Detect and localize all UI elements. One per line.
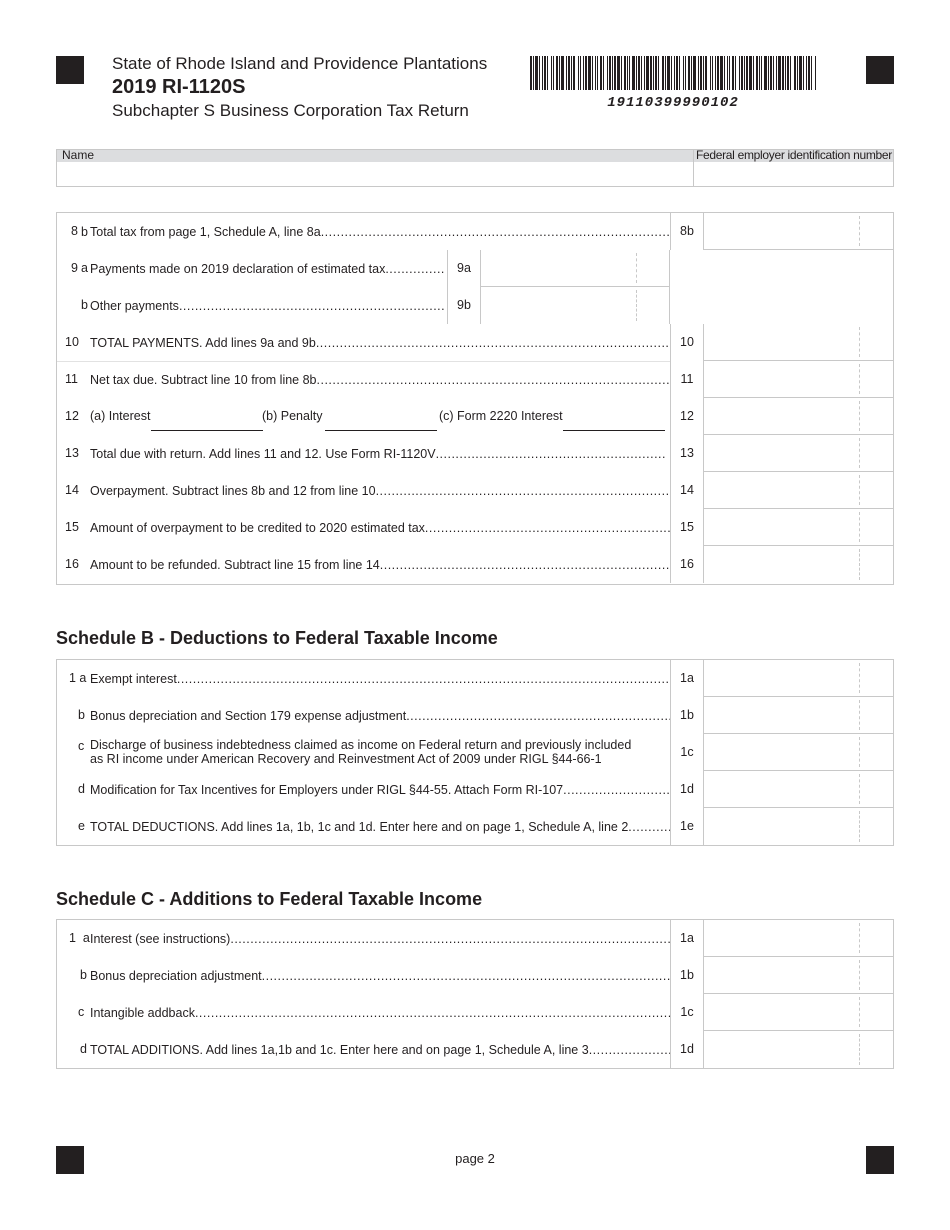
amount-field-13[interactable] (704, 435, 893, 472)
amount-field-9a[interactable] (481, 250, 670, 287)
amount-field-8b[interactable] (704, 213, 893, 250)
schedule-a-continuation (56, 212, 894, 585)
schedule-b-line-1a: 1 a Exempt interest ..... 1a (57, 660, 893, 697)
name-label: Name (62, 148, 95, 162)
barcode-number: 19110399990102 (607, 95, 739, 111)
amount-field-12[interactable] (704, 398, 893, 435)
amount-field-c1c[interactable] (704, 994, 893, 1031)
amount-field-15[interactable] (704, 509, 893, 546)
line-12a-label: (a) Interest (90, 409, 151, 423)
page-number: page 2 (455, 1151, 495, 1166)
line-label: 9b (447, 287, 481, 324)
amount-field-c1b[interactable] (704, 957, 893, 994)
schedule-c-line-1d: d TOTAL ADDITIONS. Add lines 1a,1b and 1c. Enter here and on page 1, Schedule A, line 3 ..... 1d (57, 1031, 893, 1068)
line-text: Amount of overpayment to be credited to 2020 estimated tax (90, 520, 425, 535)
amount-field-16[interactable] (704, 546, 893, 583)
schedule-c-table (56, 919, 894, 1069)
line-10: 10 TOTAL PAYMENTS. Add lines 9a and 9b ..... 10 (57, 324, 893, 361)
amount-field-10[interactable] (704, 324, 893, 361)
schedule-c-line-1c: c Intangible addback ..... 1c (57, 994, 893, 1031)
amount-field-b1c[interactable] (704, 734, 893, 771)
line-14: 14 Overpayment. Subtract lines 8b and 12 from line 10 ..... 14 (57, 472, 893, 509)
schedule-c-line-1a: 1 a Interest (see instructions) ..... 1a (57, 920, 893, 957)
line-9a: 9 a Payments made on 2019 declaration of estimated tax ..... 9a (57, 250, 893, 287)
line-13: 13 Total due with return. Add lines 11 and 12. Use Form RI-1120V ..... 13 (57, 435, 893, 472)
barcode (530, 56, 816, 90)
line-12b-field[interactable] (325, 430, 437, 431)
amount-field-b1d[interactable] (704, 771, 893, 808)
state-name: State of Rhode Island and Providence Plantations (112, 54, 488, 73)
line-9b: b Other payments ..... 9b (57, 287, 893, 324)
line-label: 13 (670, 435, 704, 472)
schedule-b-title: Schedule B - Deductions to Federal Taxable Income (56, 628, 498, 648)
amount-field-b1e[interactable] (704, 808, 893, 845)
line-label: 14 (670, 472, 704, 509)
amount-field-c1d[interactable] (704, 1031, 893, 1068)
amount-field-14[interactable] (704, 472, 893, 509)
line-11: 11 Net tax due. Subtract line 10 from line 8b ..... 11 (57, 361, 893, 398)
fein-label: Federal employer identification number (695, 148, 892, 162)
schedule-b-table (56, 659, 894, 846)
line-16: 16 Amount to be refunded. Subtract line 15 from line 14 ..... 16 (57, 546, 893, 583)
line-label: 12 (670, 398, 704, 435)
line-text: Overpayment. Subtract lines 8b and 12 from line 10 (90, 483, 376, 498)
schedule-c-title: Schedule C - Additions to Federal Taxable Income (56, 889, 483, 909)
line-text: Total due with return. Add lines 11 and 12. Use Form RI-1120V (90, 446, 436, 461)
line-label: 11 (670, 361, 704, 398)
registration-mark-top-left (56, 56, 84, 84)
line-text: Other payments (90, 298, 179, 313)
line-label: 15 (670, 509, 704, 546)
name-field[interactable] (57, 162, 693, 186)
registration-mark-top-right (866, 56, 894, 84)
line-8b: 8 b Total tax from page 1, Schedule A, line 8a ..... 8b (57, 213, 893, 250)
line-label: 16 (670, 546, 704, 583)
line-text: TOTAL PAYMENTS. Add lines 9a and 9b (90, 335, 316, 350)
schedule-b-line-1b: b Bonus depreciation and Section 179 expense adjustment ..... 1b (57, 697, 893, 734)
schedule-b-line-1c: c Discharge of business indebtedness claimed as income on Federal return and previously included as RI income under American Recovery and Reinvestment Act of 2009 under RIGL §44-66-1 1c (57, 734, 893, 771)
line-label: 10 (670, 324, 704, 361)
amount-field-b1b[interactable] (704, 697, 893, 734)
name-box (56, 149, 894, 187)
schedule-b-line-1e: e TOTAL DEDUCTIONS. Add lines 1a, 1b, 1c and 1d. Enter here and on page 1, Schedule A, line 2 ..... 1e (57, 808, 893, 845)
amount-field-11[interactable] (704, 361, 893, 398)
line-12b-label: (b) Penalty (262, 409, 323, 423)
fein-field[interactable] (694, 162, 894, 186)
line-15: 15 Amount of overpayment to be credited to 2020 estimated tax ..... 15 (57, 509, 893, 546)
line-12: 12 (a) Interest (b) Penalty (c) Form 2220 Interest 12 (57, 398, 893, 435)
amount-field-9b[interactable] (481, 287, 670, 324)
line-12a-field[interactable] (151, 430, 263, 431)
line-text: Total tax from page 1, Schedule A, line 8a (90, 224, 321, 239)
line-label: 9a (447, 250, 481, 287)
line-text: Payments made on 2019 declaration of estimated tax (90, 261, 386, 276)
schedule-c-line-1b: b Bonus depreciation adjustment ..... 1b (57, 957, 893, 994)
line-text: Net tax due. Subtract line 10 from line 8b (90, 372, 317, 387)
line-label: 8b (670, 213, 704, 250)
line-12c-field[interactable] (563, 430, 665, 431)
form-title: 2019 RI-1120S (112, 76, 246, 98)
line-12c-label: (c) Form 2220 Interest (439, 409, 563, 423)
schedule-b-line-1d: d Modification for Tax Incentives for Employers under RIGL §44-55. Attach Form RI-107 ..... 1d (57, 771, 893, 808)
line-text: Amount to be refunded. Subtract line 15 from line 14 (90, 557, 380, 572)
form-subtitle: Subchapter S Business Corporation Tax Return (112, 101, 469, 120)
amount-field-b1a[interactable] (704, 660, 893, 697)
amount-field-c1a[interactable] (704, 920, 893, 957)
